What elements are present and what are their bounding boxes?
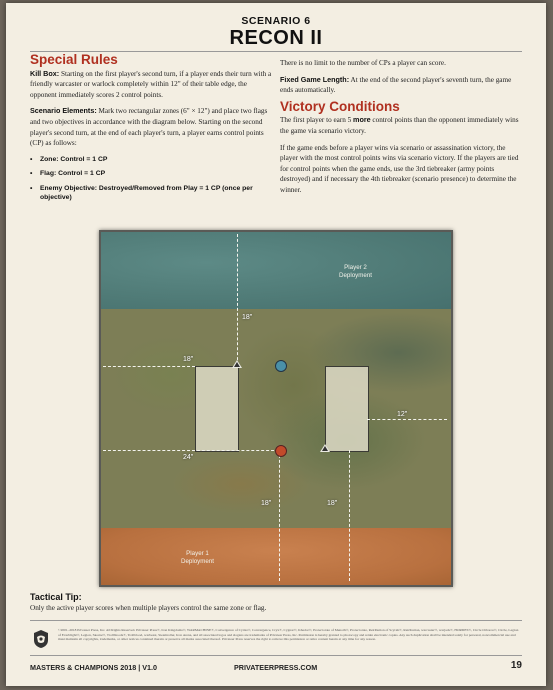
cp-limit-text: There is no limit to the number of CPs a player can score. — [280, 59, 446, 67]
player1-name: Player 1 — [186, 550, 209, 557]
measure-right-12: 12" — [397, 411, 408, 418]
document-page — [6, 3, 546, 686]
measure-line-top-18 — [237, 234, 238, 365]
objective-blue-icon — [275, 360, 287, 372]
player1-deployment-zone — [101, 528, 451, 585]
measure-line-right-12 — [367, 419, 447, 420]
kill-box-paragraph — [30, 69, 272, 101]
victory-text-post: control points than the opponent immediately wins the game via scenario victory. — [280, 116, 519, 135]
measure-bottom-18-left: 18" — [261, 500, 272, 507]
fixed-length-paragraph — [280, 75, 524, 96]
bullet-enemy-objective: • Enemy Objective: Destroyed/Removed from Play = 1 CP (once per objective) — [30, 184, 272, 203]
player2-name: Player 2 — [344, 264, 367, 271]
player2-label — [339, 264, 372, 279]
special-rules-heading: Special Rules — [30, 52, 118, 67]
scenario-kicker: SCENARIO 6 — [241, 15, 311, 27]
kill-box-text: Starting on the first player's second turn, if a player ends their turn with a friendly warcaster or warlock completely within 12" of their table edge, the opponent immediately scores 2 control points. — [30, 69, 272, 99]
footer-website: PRIVATEERPRESS.COM — [234, 663, 318, 672]
fixed-length-text: At the end of the second player's seventh turn, the game ends automatically. — [280, 75, 512, 95]
victory-text-pre: The first player to earn 5 — [280, 116, 352, 125]
bullet-flag: • Flag: Control = 1 CP — [30, 169, 272, 179]
objective-red-icon — [275, 445, 287, 457]
bullet-zone: • Zone: Control = 1 CP — [30, 155, 272, 165]
measure-line-bottom-18-right — [349, 450, 350, 581]
legal-text: ©2001–2018 Privateer Press, Inc. All Rights Reserved. Privateer Press®, Iron Kingdoms®, WARMACHINE®, Convergence of Cyriss®, Convergence, Cryx®, Cygnar®, Khador®, Protectorate of Menoth®, Protectorate, Retribution of Scyrah®, Retribution, warcaster®, warjack®, HORDES®, Circle Orboros®, Circle, Legion of Everblight®, Legion, Skorne®, Trollbloods®, Trollblood, warbeast, Steamroller, Iron Arena, and all associated logos and slogans are trademarks of Privateer Press, Inc. Permission is hereby granted to photocopy and retain electronic copies. Any such duplication shall be intended solely for personal, noncommercial use and must maintain all copyrights, trademarks, or other notices contained therein or preserve all marks associated thereof. Privateer Press reserves the right to remove this permission or retire content herein at any time for any reason. — [58, 628, 519, 642]
measure-top-18: 18" — [242, 314, 253, 321]
player2-deployment: Deployment — [339, 271, 373, 279]
rectangular-zone-right — [325, 366, 369, 452]
right-column — [280, 58, 524, 202]
player2-deployment-zone — [101, 232, 451, 309]
flag-left-icon — [232, 360, 242, 368]
scenario-title: RECON II — [229, 27, 323, 49]
player1-deployment: Deployment — [181, 557, 215, 565]
victory-text-more: more — [353, 115, 371, 125]
measure-line-mid-24 — [103, 450, 279, 451]
measure-line-left-18 — [103, 366, 195, 367]
scenario-elements-paragraph — [30, 106, 272, 148]
tiebreak-paragraph: If the game ends before a player wins via scenario or assassination victory, the player with the most control points wins via scenario victory. If the players are tied for control points when the game ends, use the 3rd tiebreaker (army points destroyed) and if necessary the 4th tiebreaker (scenario presence) to determine the winner. — [280, 143, 519, 194]
victory-paragraph — [280, 115, 524, 136]
fixed-length-label: Fixed Game Length: — [280, 74, 350, 84]
measure-line-bottom-18-left — [279, 450, 280, 581]
left-column — [30, 52, 272, 208]
flag-right-icon — [320, 444, 330, 452]
measure-mid-24: 24" — [183, 454, 194, 461]
legal-divider — [30, 620, 522, 621]
measure-left-18: 18" — [183, 356, 194, 363]
kill-box-label: Kill Box: — [30, 68, 60, 78]
footer-publication: MASTERS & CHAMPIONS 2018 | V1.0 — [30, 663, 158, 672]
measure-bottom-18-right: 18" — [327, 500, 338, 507]
scenario-elements-label: Scenario Elements: — [30, 106, 97, 116]
page-number: 19 — [510, 660, 522, 671]
tactical-tip-title: Tactical Tip: — [30, 592, 82, 602]
victory-conditions-heading: Victory Conditions — [280, 98, 400, 114]
scenario-map — [99, 230, 453, 587]
rectangular-zone-left — [195, 366, 239, 452]
player1-label — [181, 550, 214, 565]
tactical-tip-text: Only the active player scores when multiple players control the same zone or flag. — [30, 604, 267, 612]
scenario-elements-text: Mark two rectangular zones (6" × 12") and place two flags and two objectives in accordance with the diagram below. Starting on the second player's second turn, at the end of each player's turn, a player earns control points (CP) as follows: — [30, 107, 268, 148]
footer-divider — [30, 655, 522, 656]
privateer-press-logo-icon — [32, 629, 50, 649]
